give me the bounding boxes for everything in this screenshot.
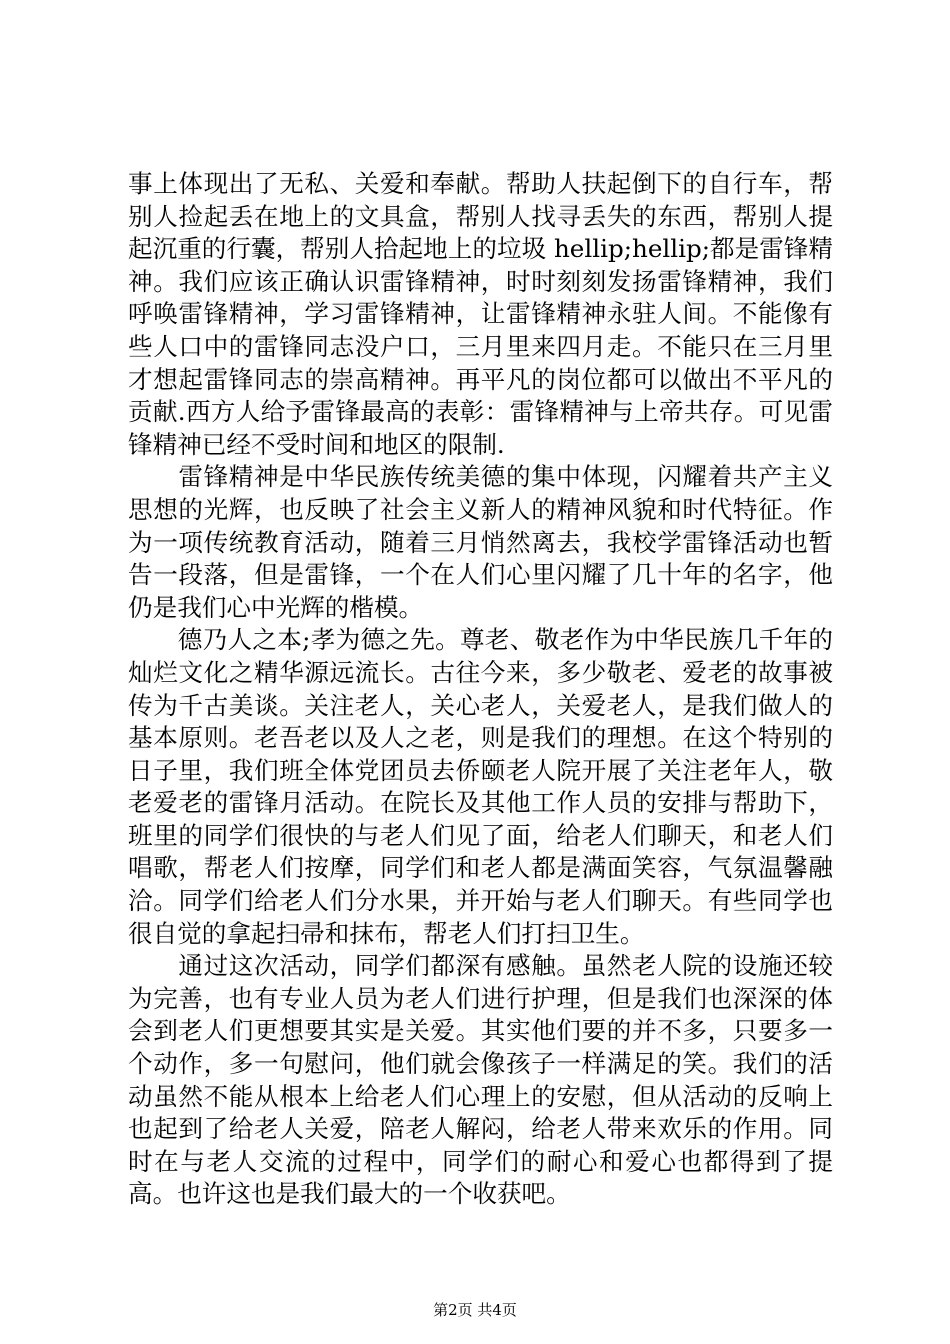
document-body [128,168,833,1211]
page-footer: 第2页 共4页 [433,1301,517,1319]
paragraph-1: 事上体现出了无私、关爱和奉献。帮助人扶起倒下的自行车，帮别人捡起丢在地上的文具盒，帮别人找寻丢失的东西，帮别人提起沉重的行囊，帮别人拾起地上的垃圾 hellip;hellip;都是雷锋精神。我们应该正确认识雷锋精神，时时刻刻发扬雷锋精神，我们呼唤雷锋精神，学习雷锋精神，让雷锋精神永驻人间。不能像有些人口中的雷锋同志没户口，三月里来四月走。不能只在三月里才想起雷锋同志的崇高精神。再平凡的岗位都可以做出不平凡的贡献.西方人给予雷锋最高的表彰：雷锋精神与上帝共存。可见雷锋精神已经不受时间和地区的限制. [128,169,833,459]
paragraph-3: 德乃人之本;孝为德之先。尊老、敬老作为中华民族几千年的灿烂文化之精华源远流长。古往今来，多少敬老、爱老的故事被传为千古美谈。关注老人，关心老人，关爱老人，是我们做人的基本原则。老吾老以及人之老，则是我们的理想。在这个特别的日子里，我们班全体党团员去侨颐老人院开展了关注老年人，敬老爱老的雷锋月活动。在院长及其他工作人员的安排与帮助下，班里的同学们很快的与老人们见了面，给老人们聊天，和老人们唱歌，帮老人们按摩，同学们和老人都是满面笑容，气氛温馨融洽。同学们给老人们分水果，并开始与老人们聊天。有些同学也很自觉的拿起扫帚和抹布，帮老人们打扫卫生。 [128,625,833,948]
paragraph-4: 通过这次活动，同学们都深有感触。虽然老人院的设施还较为完善，也有专业人员为老人们进行护理，但是我们也深深的体会到老人们更想要其实是关爱。其实他们要的并不多，只要多一个动作，多一句慰问，他们就会像孩子一样满足的笑。我们的活动虽然不能从根本上给老人们心理上的安慰，但从活动的反响上也起到了给老人关爱，陪老人解闷，给老人带来欢乐的作用。同时在与老人交流的过程中，同学们的耐心和爱心也都得到了提高。也许这也是我们最大的一个收获吧。 [128,951,833,1209]
paragraph-2: 雷锋精神是中华民族传统美德的集中体现，闪耀着共产主义思想的光辉，也反映了社会主义新人的精神风貌和时代特征。作为一项传统教育活动，随着三月悄然离去，我校学雷锋活动也暂告一段落，但是雷锋，一个在人们心里闪耀了几十年的名字，他仍是我们心中光辉的楷模。 [128,462,833,622]
